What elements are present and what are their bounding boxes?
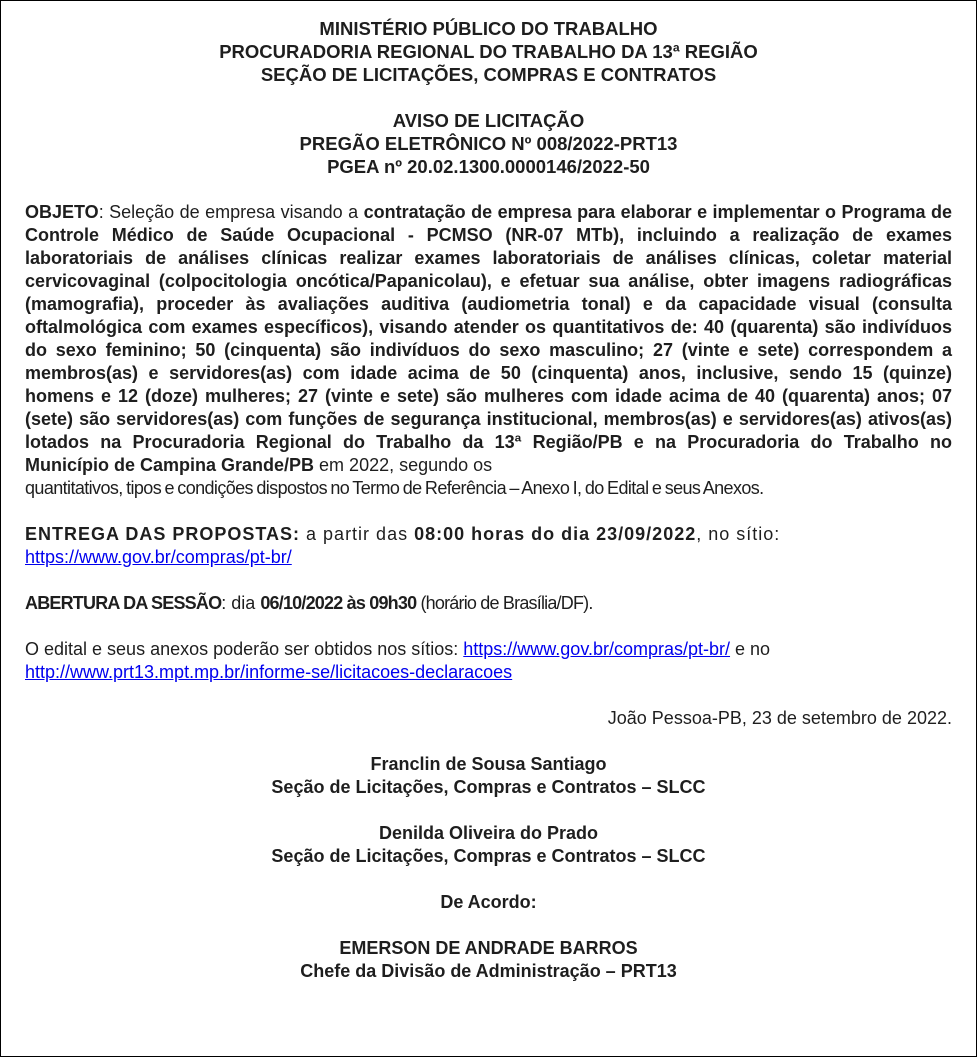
abertura-paragraph [25,592,952,615]
header-section: SEÇÃO DE LICITAÇÕES, COMPRAS E CONTRATOS [260,64,717,85]
abertura-date: 06/10/2022 às 09h30 [260,593,417,613]
document-header [25,17,952,86]
signature-2-name: Denilda Oliveira do Prado [378,823,599,843]
agreement-label: De Acordo: [440,892,537,912]
signature-2-role: Seção de Licitações, Compras e Contratos – SLCC [271,846,706,866]
final-signature [25,937,952,983]
objeto-label: OBJETO [25,202,99,222]
header-ministry: MINISTÉRIO PÚBLICO DO TRABALHO [319,18,658,39]
notice-pgea: PGEA nº 20.02.1300.0000146/2022-50 [327,156,650,177]
objeto-paragraph [25,201,952,477]
signature-1-role: Seção de Licitações, Compras e Contratos – SLCC [271,777,706,797]
notice-title-block [25,109,952,178]
edital-paragraph [25,638,952,684]
objeto-tail-2: quantitativos, tipos e condições dispostos no Termo de Referência – Anexo I, do Edital e seus Anexos. [25,478,764,498]
abertura-label: ABERTURA DA SESSÃO [25,593,222,613]
objeto-tail-1: em 2022, segundo os [314,455,493,475]
entrega-text-1: a partir das [300,524,415,544]
entrega-link[interactable]: https://www.gov.br/compras/pt-br/ [25,547,292,567]
place-date: João Pessoa-PB, 23 de setembro de 2022. [607,708,952,728]
abertura-text-1: : dia [221,593,261,613]
header-procuradoria: PROCURADORIA REGIONAL DO TRABALHO DA 13ª REGIÃO [219,41,758,62]
notice-title: AVISO DE LICITAÇÃO [392,110,585,131]
edital-text-2: e no [730,639,771,659]
entrega-paragraph [25,523,952,569]
objeto-bold-text: contratação de empresa para elaborar e implementar o Programa de Controle Médico de Saúde Ocupacional - PCMSO (NR-07 MTb), incluindo a realização de exames laboratoriais de análises clínicas realizar exames laboratoriais de análises clínicas, coletar material cervicovaginal (colpocitologia oncótica/Papanicolau), e efetuar sua análise, obter imagens radiográficas (mamografia), proceder às avaliações auditiva (audiometria tonal) e da capacidade visual (consulta oftalmológica com exames específicos), visando atender os quantitativos de: 40 (quarenta) são indivíduos do sexo feminino; 50 (cinquenta) são indivíduos do sexo masculino; 27 (vinte e sete) correspondem a membros(as) e servidores(as) com idade acima de 50 (cinquenta) anos, inclusive, sendo 15 (quinze) homens e 12 (doze) mulheres; 27 (vinte e sete) são mulheres com idade acima de 40 (quarenta) anos; 07 (sete) são servidores(as) com funções de segurança institucional, membros(as) e servidores(as) ativos(as) lotados na Procuradoria Regional do Trabalho da 13ª Região/PB e na Procuradoria do Trabalho no Município de Campina Grande/PB [25,202,952,475]
signature-1-name: Franclin de Sousa Santiago [370,754,607,774]
entrega-label: ENTREGA DAS PROPOSTAS: [25,524,301,544]
edital-link-2[interactable]: http://www.prt13.mpt.mp.br/informe-se/licitacoes-declaracoes [25,662,513,682]
signature-1 [25,753,952,799]
final-signature-name: EMERSON DE ANDRADE BARROS [339,938,638,958]
signature-2 [25,822,952,868]
notice-pregao: PREGÃO ELETRÔNICO Nº 008/2022-PRT13 [299,133,678,154]
entrega-text-2: , no sítio: [696,524,781,544]
abertura-text-2: (horário de Brasília/DF). [416,593,593,613]
objeto-intro: : Seleção de empresa visando a [98,202,364,222]
entrega-time: 08:00 horas do dia 23/09/2022 [414,524,697,544]
edital-link-1[interactable]: https://www.gov.br/compras/pt-br/ [463,639,731,659]
edital-text-1: O edital e seus anexos poderão ser obtidos nos sítios: [25,639,464,659]
final-signature-role: Chefe da Divisão de Administração – PRT13 [300,961,677,981]
